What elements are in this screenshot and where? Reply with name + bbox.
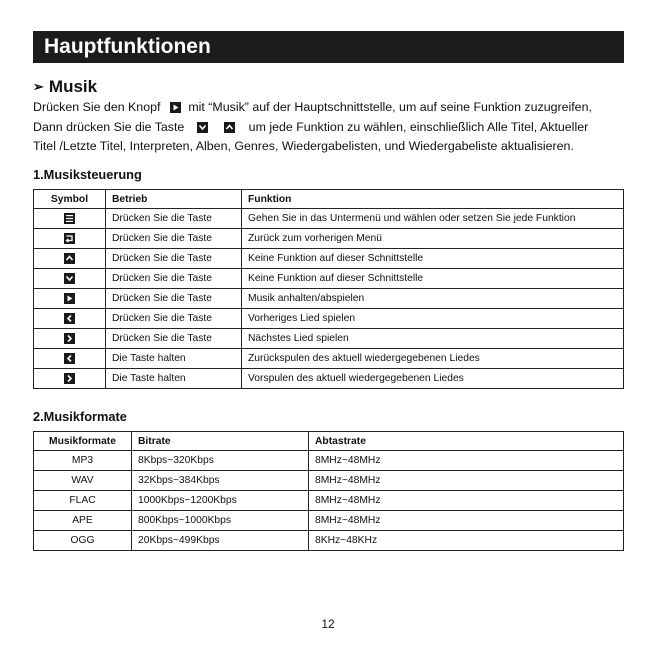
header-bar [33, 31, 624, 63]
play-icon [170, 102, 181, 113]
table-cell: Nächstes Lied spielen [242, 329, 624, 349]
table-cell: Vorspulen des aktuell wiedergegebenen Liedes [242, 369, 624, 389]
table-row [34, 249, 624, 269]
table-row [34, 289, 624, 309]
table-cell: 8KHz~48KHz [309, 531, 624, 551]
table-cell: OGG [34, 531, 132, 551]
table-cell: Zurückspulen des aktuell wiedergegebenen Liedes [242, 349, 624, 369]
table-row [34, 209, 624, 229]
page-title: Hauptfunktionen [44, 35, 211, 58]
table-cell: 8Kbps~320Kbps [132, 451, 309, 471]
column-header: Bitrate [132, 432, 309, 451]
column-header: Musikformate [34, 432, 132, 451]
table-row [34, 309, 624, 329]
down-icon [64, 273, 75, 284]
table-cell: 20Kbps~499Kbps [132, 531, 309, 551]
table-cell: Musik anhalten/abspielen [242, 289, 624, 309]
intro-text: um jede Funktion zu wählen, einschließlich Alle Titel, Aktueller [248, 119, 589, 134]
table-cell: Drücken Sie die Taste [106, 329, 242, 349]
format-section-title: 2.Musikformate [33, 409, 127, 424]
table-row [34, 369, 624, 389]
table-cell: Die Taste halten [106, 349, 242, 369]
intro-text: Dann drücken Sie die Taste [33, 119, 185, 134]
music-control-table [33, 189, 624, 389]
table-cell: Keine Funktion auf dieser Schnittstelle [242, 249, 624, 269]
table-cell: Drücken Sie die Taste [106, 269, 242, 289]
table-cell: FLAC [34, 491, 132, 511]
table-cell: Gehen Sie in das Untermenü und wählen oder setzen Sie jede Funktion [242, 209, 624, 229]
intro-text: Drücken Sie den Knopf [33, 100, 161, 114]
intro-text: mit “Musik” auf der Hauptschnittstelle, um auf seine Funktion zuzugreifen, [188, 100, 592, 114]
table-cell: 8MHz~48MHz [309, 511, 624, 531]
table-cell: 800Kbps~1000Kbps [132, 511, 309, 531]
return-icon [64, 233, 75, 244]
table-cell: APE [34, 511, 132, 531]
table-cell: 8MHz~48MHz [309, 451, 624, 471]
section-heading [33, 77, 97, 97]
up-icon [64, 253, 75, 264]
table-row [34, 491, 624, 511]
table-row [34, 531, 624, 551]
table-cell: Drücken Sie die Taste [106, 309, 242, 329]
table-row [34, 269, 624, 289]
up-icon [224, 122, 235, 133]
table-cell: 8MHz~48MHz [309, 491, 624, 511]
previous-icon [64, 313, 75, 324]
table-cell: Drücken Sie die Taste [106, 249, 242, 269]
page-number: 12 [321, 617, 335, 631]
table-row [34, 229, 624, 249]
table-row [34, 349, 624, 369]
table-cell: Keine Funktion auf dieser Schnittstelle [242, 269, 624, 289]
table-cell: Drücken Sie die Taste [106, 289, 242, 309]
table-cell: 1000Kbps~1200Kbps [132, 491, 309, 511]
next-icon [64, 373, 75, 384]
control-section-title: 1.Musiksteuerung [33, 167, 142, 182]
table-cell: MP3 [34, 451, 132, 471]
table-cell: 8MHz~48MHz [309, 471, 624, 491]
column-header: Funktion [242, 190, 624, 209]
section-title: Musik [48, 77, 98, 96]
table-cell: 32Kbps~384Kbps [132, 471, 309, 491]
table-cell: WAV [34, 471, 132, 491]
next-icon [64, 333, 75, 344]
intro-text: Titel /Letzte Titel, Interpreten, Alben, Genres, Wiedergabelisten, und Wiedergabeliste aktualisieren. [33, 139, 574, 153]
table-cell: Zurück zum vorherigen Menü [242, 229, 624, 249]
table-cell: Die Taste halten [106, 369, 242, 389]
column-header: Symbol [34, 190, 106, 209]
table-cell: Drücken Sie die Taste [106, 209, 242, 229]
music-format-table [33, 431, 624, 551]
table-cell: Vorheriges Lied spielen [242, 309, 624, 329]
column-header: Abtastrate [309, 432, 624, 451]
column-header: Betrieb [106, 190, 242, 209]
table-row [34, 471, 624, 491]
table-row [34, 451, 624, 471]
previous-icon [64, 353, 75, 364]
play-icon [64, 293, 75, 304]
intro-paragraph [33, 98, 633, 157]
table-row [34, 329, 624, 349]
menu-icon [64, 213, 75, 224]
table-cell: Drücken Sie die Taste [106, 229, 242, 249]
down-icon [197, 122, 208, 133]
arrow-bullet-icon: ➢ [33, 79, 44, 94]
table-row [34, 511, 624, 531]
